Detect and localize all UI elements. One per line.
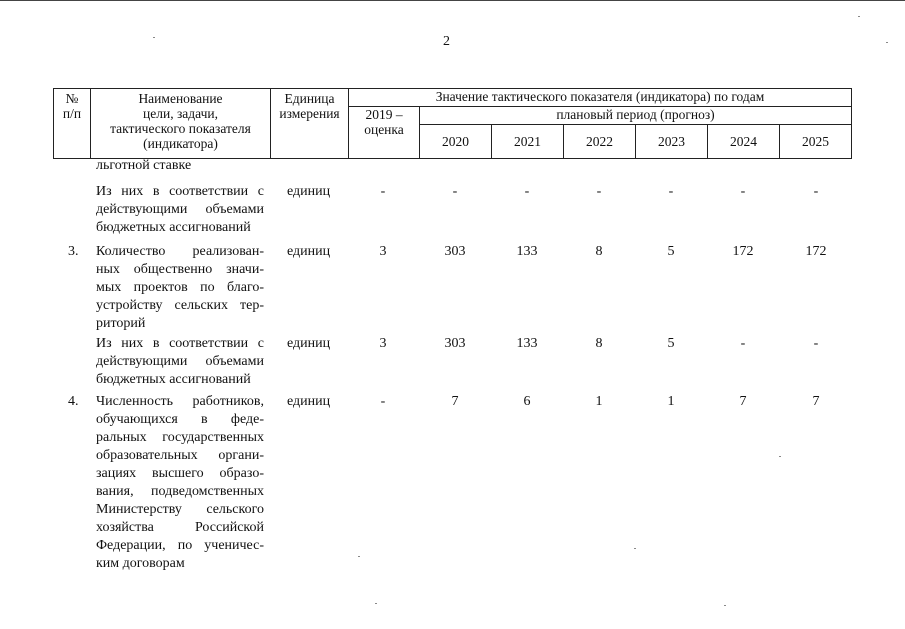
header-year-2024: 2024 bbox=[708, 125, 780, 159]
row-3-val-2022: 8 bbox=[595, 336, 603, 351]
row-3-val-2020: 303 bbox=[444, 336, 466, 351]
row-3-val-2024: - bbox=[740, 336, 746, 351]
row-4-val-2019: - bbox=[380, 394, 386, 409]
row-4-val-2025: 7 bbox=[812, 394, 820, 409]
header-year-2020: 2020 bbox=[420, 125, 492, 159]
row-2-unit: единиц bbox=[287, 244, 331, 259]
header-values: Значение тактического показателя (индикатора) по годам bbox=[349, 89, 852, 107]
row-0-name: льготной ставке bbox=[96, 158, 192, 173]
row-4-name: Численность работников, обучающихся в феде-ральных государственных образовательных органи-зациях высшего образо-вания, подведомственных Министерству сельского хозяйства Российской Федерации, по ученичес-ким договорам bbox=[96, 394, 264, 571]
row-2-val-2025: 172 bbox=[805, 244, 827, 259]
row-4-val-2020: 7 bbox=[451, 394, 459, 409]
row-2-val-2019: 3 bbox=[379, 244, 387, 259]
header-no: № п/п bbox=[54, 89, 91, 159]
row-1-val-2019: - bbox=[380, 184, 386, 199]
page-number: 2 bbox=[443, 34, 450, 49]
header-2019: 2019 – оценка bbox=[349, 107, 420, 159]
row-2-no: 3. bbox=[68, 244, 79, 259]
row-1-name: Из них в соответствии с действующими объемами бюджетных ассигнований bbox=[96, 184, 264, 235]
row-3-val-2019: 3 bbox=[379, 336, 387, 351]
row-3-val-2021: 133 bbox=[516, 336, 538, 351]
scan-speck bbox=[886, 42, 888, 43]
row-4-val-2021: 6 bbox=[523, 394, 531, 409]
header-unit: Единица измерения bbox=[271, 89, 349, 159]
row-2-val-2024: 172 bbox=[732, 244, 754, 259]
header-year-2023: 2023 bbox=[636, 125, 708, 159]
page-top-edge bbox=[0, 0, 905, 1]
scan-speck bbox=[358, 556, 360, 557]
row-2-val-2023: 5 bbox=[667, 244, 675, 259]
row-4-unit: единиц bbox=[287, 394, 331, 409]
row-3-val-2023: 5 bbox=[667, 336, 675, 351]
row-2-name: Количество реализован-ных общественно значи-мых проектов по благо-устройству сельских тер-риторий bbox=[96, 244, 264, 331]
scan-speck bbox=[634, 548, 636, 549]
row-3-val-2025: - bbox=[813, 336, 819, 351]
header-year-2022: 2022 bbox=[564, 125, 636, 159]
row-3-name: Из них в соответствии с действующими объемами бюджетных ассигнований bbox=[96, 336, 264, 387]
scan-speck bbox=[779, 456, 781, 457]
header-planned: плановый период (прогноз) bbox=[420, 107, 852, 125]
header-year-2021: 2021 bbox=[492, 125, 564, 159]
scan-speck bbox=[153, 37, 155, 38]
scan-speck bbox=[724, 605, 726, 606]
row-1-val-2023: - bbox=[668, 184, 674, 199]
row-2-val-2020: 303 bbox=[444, 244, 466, 259]
row-2-val-2022: 8 bbox=[595, 244, 603, 259]
row-1-val-2022: - bbox=[596, 184, 602, 199]
scan-speck bbox=[375, 603, 377, 604]
row-4-no: 4. bbox=[68, 394, 79, 409]
scan-speck bbox=[858, 16, 860, 17]
header-name: Наименование цели, задачи, тактического показателя (индикатора) bbox=[91, 89, 271, 159]
row-4-val-2024: 7 bbox=[739, 394, 747, 409]
row-4-val-2022: 1 bbox=[595, 394, 603, 409]
row-1-val-2025: - bbox=[813, 184, 819, 199]
row-1-val-2021: - bbox=[524, 184, 530, 199]
row-4-val-2023: 1 bbox=[667, 394, 675, 409]
row-1-unit: единиц bbox=[287, 184, 331, 199]
row-2-val-2021: 133 bbox=[516, 244, 538, 259]
table-header bbox=[53, 88, 852, 159]
row-1-val-2020: - bbox=[452, 184, 458, 199]
row-3-unit: единиц bbox=[287, 336, 331, 351]
header-year-2025: 2025 bbox=[780, 125, 852, 159]
row-1-val-2024: - bbox=[740, 184, 746, 199]
